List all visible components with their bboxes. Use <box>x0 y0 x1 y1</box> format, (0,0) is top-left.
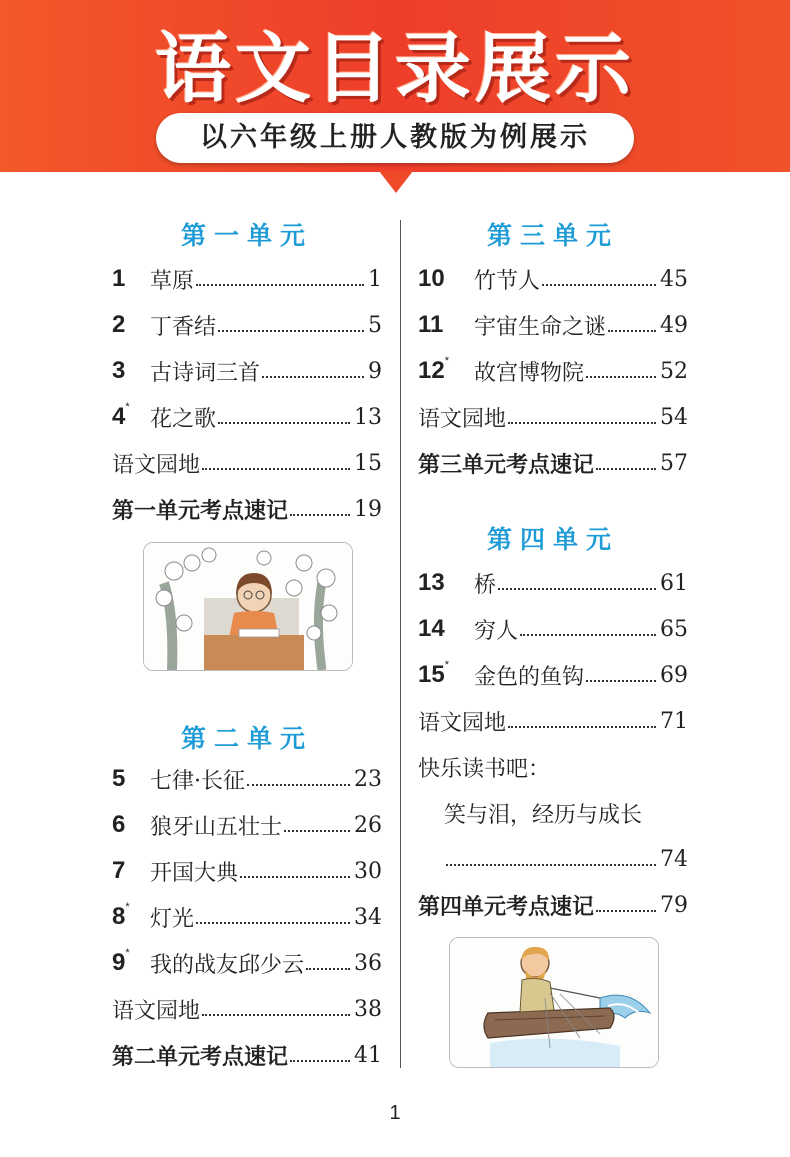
lesson-title: 狼牙山五壮士 <box>150 814 283 840</box>
toc-entry[interactable] <box>112 808 382 842</box>
page-ref: 52 <box>660 358 688 384</box>
page-ref: 74 <box>660 846 688 872</box>
lesson-number: 5 <box>112 765 126 792</box>
leader-dots <box>196 284 364 286</box>
page-ref: 23 <box>354 766 382 792</box>
lesson-title: 七律·长征 <box>150 768 245 794</box>
lesson-title: 丁香结 <box>150 314 217 340</box>
page-ref: 34 <box>354 904 382 930</box>
leader-dots <box>596 910 656 912</box>
leader-dots <box>284 830 350 832</box>
toc-entry[interactable] <box>418 612 688 646</box>
leader-dots <box>542 284 656 286</box>
toc-entry[interactable] <box>112 762 382 796</box>
lesson-title: 花之歌 <box>150 406 217 432</box>
toc-entry[interactable] <box>112 354 382 388</box>
page-ref: 9 <box>368 358 382 384</box>
lesson-number: 7 <box>112 857 126 884</box>
lesson-number: 11 <box>418 311 444 338</box>
lesson-number: 12* <box>418 355 449 384</box>
leader-dots <box>240 876 350 878</box>
illustration-teacher <box>143 542 353 671</box>
toc-entry[interactable] <box>112 992 382 1026</box>
lesson-number: 2 <box>112 311 126 338</box>
page-ref: 79 <box>660 892 688 918</box>
page-subtitle: 以六年级上册人教版为例展示 <box>156 113 634 163</box>
toc-entry[interactable] <box>112 308 382 342</box>
page-ref: 26 <box>354 812 382 838</box>
leader-dots <box>196 922 350 924</box>
lesson-title: 金色的鱼钩 <box>474 664 585 690</box>
page-ref: 38 <box>354 996 382 1022</box>
toc-entry[interactable] <box>112 1038 382 1072</box>
page-ref: 36 <box>354 950 382 976</box>
toc-entry-subtitle[interactable] <box>418 796 714 830</box>
lesson-title: 第三单元考点速记 <box>418 452 595 478</box>
lesson-title: 快乐读书吧： <box>418 756 551 782</box>
page-ref: 1 <box>368 266 382 292</box>
lesson-number: 14 <box>418 615 445 642</box>
lesson-title: 草原 <box>150 268 195 294</box>
illustration-boat <box>449 937 659 1068</box>
lesson-title: 竹节人 <box>474 268 541 294</box>
lesson-title: 第一单元考点速记 <box>112 498 289 524</box>
toc-entry[interactable] <box>418 446 688 480</box>
page-ref: 57 <box>660 450 688 476</box>
toc-entry[interactable] <box>418 658 688 692</box>
leader-dots <box>446 864 656 866</box>
leader-dots <box>508 726 656 728</box>
toc-entry[interactable] <box>418 354 688 388</box>
page-ref: 30 <box>354 858 382 884</box>
page-title: 语文目录展示 <box>155 24 635 113</box>
toc-entry[interactable] <box>112 492 382 526</box>
lesson-title: 第二单元考点速记 <box>112 1044 289 1070</box>
lesson-number: 1 <box>112 265 126 292</box>
leader-dots <box>306 968 350 970</box>
toc-entry[interactable] <box>112 854 382 888</box>
lesson-title: 笑与泪，经历与成长 <box>444 802 643 828</box>
unit-title-3: 第三单元 <box>486 221 619 250</box>
lesson-number: 9* <box>112 947 130 976</box>
toc-entry[interactable] <box>418 308 688 342</box>
lesson-title: 第四单元考点速记 <box>418 894 595 920</box>
lesson-title: 语文园地 <box>418 406 507 432</box>
toc-entry[interactable] <box>418 888 688 922</box>
column-divider <box>400 220 401 1068</box>
toc-entry[interactable] <box>112 900 382 934</box>
unit-title-2: 第二单元 <box>180 724 313 753</box>
toc-entry-heading[interactable] <box>418 750 688 784</box>
leader-dots <box>596 468 656 470</box>
lesson-title: 语文园地 <box>112 452 201 478</box>
lesson-number: 6 <box>112 811 126 838</box>
lesson-title: 语文园地 <box>418 710 507 736</box>
leader-dots <box>508 422 656 424</box>
page-number: 1 <box>389 1102 401 1124</box>
leader-dots <box>218 422 350 424</box>
leader-dots <box>202 468 350 470</box>
boat-illustration-image <box>450 938 658 1067</box>
toc-entry[interactable] <box>418 566 688 600</box>
leader-dots <box>247 784 350 786</box>
leader-dots <box>586 680 656 682</box>
leader-dots <box>498 588 656 590</box>
leader-dots <box>202 1014 350 1016</box>
leader-dots <box>608 330 656 332</box>
lesson-title: 语文园地 <box>112 998 201 1024</box>
toc-entry[interactable] <box>418 400 688 434</box>
page-ref: 15 <box>354 450 382 476</box>
toc-entry[interactable] <box>418 842 688 876</box>
lesson-title: 开国大典 <box>150 860 239 886</box>
page-ref: 65 <box>660 616 688 642</box>
lesson-number: 13 <box>418 569 445 596</box>
lesson-title: 故宫博物院 <box>474 360 585 386</box>
lesson-number: 15* <box>418 659 449 688</box>
lesson-title: 灯光 <box>150 906 195 932</box>
unit-title-4: 第四单元 <box>486 525 619 554</box>
toc-entry[interactable] <box>112 946 382 980</box>
lesson-number: 10 <box>418 265 445 292</box>
lesson-title: 宇宙生命之谜 <box>474 314 607 340</box>
leader-dots <box>290 1060 350 1062</box>
page-ref: 69 <box>660 662 688 688</box>
header-banner <box>0 0 790 172</box>
lesson-number: 3 <box>112 357 126 384</box>
toc-entry[interactable] <box>112 400 382 434</box>
toc-entry[interactable] <box>418 704 688 738</box>
leader-dots <box>290 514 350 516</box>
lesson-title: 桥 <box>474 572 497 598</box>
teacher-illustration-image <box>144 543 352 670</box>
unit-title-1: 第一单元 <box>180 221 313 250</box>
lesson-title: 我的战友邱少云 <box>150 952 305 978</box>
leader-dots <box>520 634 656 636</box>
lesson-title: 古诗词三首 <box>150 360 261 386</box>
leader-dots <box>262 376 364 378</box>
page-ref: 41 <box>354 1042 382 1068</box>
leader-dots <box>586 376 656 378</box>
page-ref: 61 <box>660 570 688 596</box>
page-ref: 19 <box>354 496 382 522</box>
leader-dots <box>218 330 364 332</box>
page-ref: 54 <box>660 404 688 430</box>
lesson-number: 4* <box>112 401 130 430</box>
toc-entry[interactable] <box>112 262 382 296</box>
page-ref: 45 <box>660 266 688 292</box>
toc-entry[interactable] <box>112 446 382 480</box>
page-ref: 5 <box>368 312 382 338</box>
page-ref: 13 <box>354 404 382 430</box>
banner-pointer <box>379 171 413 193</box>
lesson-number: 8* <box>112 901 130 930</box>
lesson-title: 穷人 <box>474 618 519 644</box>
page-ref: 71 <box>660 708 688 734</box>
toc-entry[interactable] <box>418 262 688 296</box>
page-ref: 49 <box>660 312 688 338</box>
